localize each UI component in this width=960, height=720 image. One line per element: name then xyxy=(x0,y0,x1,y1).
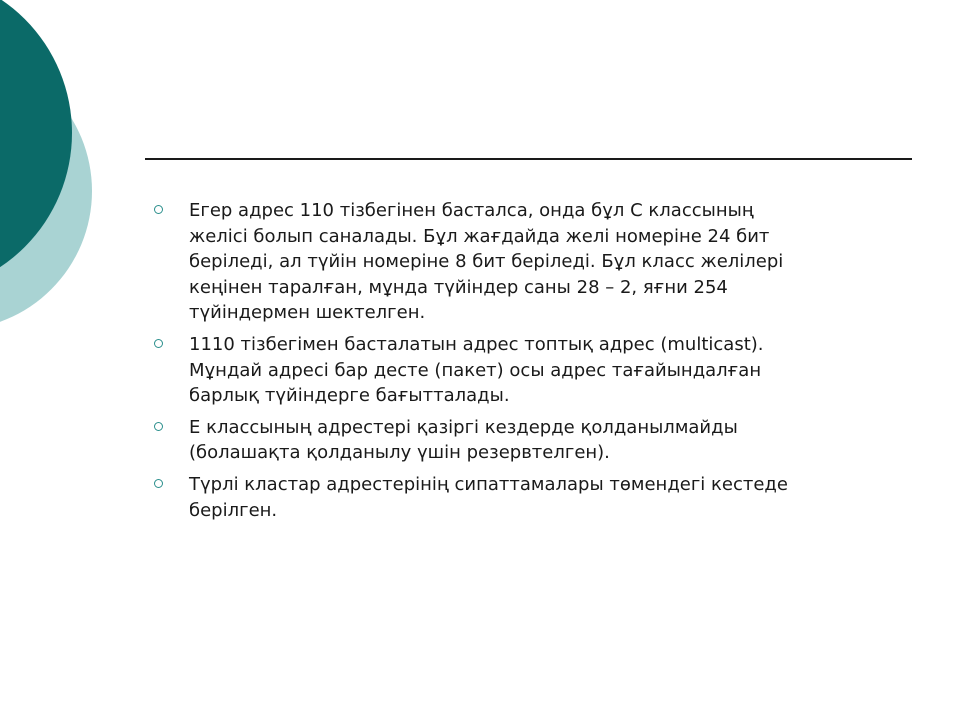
bullet-text-line: Егер адрес 110 тізбегінен басталса, онда бұл С классының xyxy=(189,200,754,221)
bullet-circle-icon xyxy=(154,205,163,214)
bullet-circle-icon xyxy=(154,422,163,431)
bullet-text-line: желісі болып саналады. Бұл жағдайда желі номеріне 24 бит xyxy=(189,225,770,247)
bullet-item-3 xyxy=(150,415,890,466)
bullet-text-line: Мұндай адресі бар десте (пакет) осы адрес тағайындалған xyxy=(189,359,762,381)
bullet-text-line: түйіндермен шектелген. xyxy=(189,302,426,324)
title-divider-line xyxy=(145,158,912,160)
bullet-circle-icon xyxy=(154,339,163,348)
bullet-text-line: барлық түйіндерге бағытталады. xyxy=(189,385,510,407)
bullet-text-line: берілген. xyxy=(189,499,278,521)
bullet-list xyxy=(150,198,890,529)
bullet-text-line: (болашақта қолданылу үшін резервтелген). xyxy=(189,442,610,464)
bullet-item-2 xyxy=(150,332,890,409)
bullet-text-line: кеңінен таралған, мұнда түйіндер саны 28 – 2, яғни 254 xyxy=(189,276,728,298)
bullet-item-4 xyxy=(150,472,890,523)
bullet-text-line: 1110 тізбегімен басталатын адрес топтық адрес (multicast). xyxy=(189,333,764,355)
bullet-circle-icon xyxy=(154,479,163,488)
bullet-text-line: Түрлі кластар адрестерінің сипаттамалары төмендегі кестеде xyxy=(189,473,788,495)
bullet-text-line: Е классының адрестері қазіргі кездерде қолданылмайды xyxy=(189,416,738,438)
bullet-text-line: беріледі, ал түйін номеріне 8 бит беріледі. Бұл класс желілері xyxy=(189,251,784,273)
bullet-item-1 xyxy=(150,198,890,326)
